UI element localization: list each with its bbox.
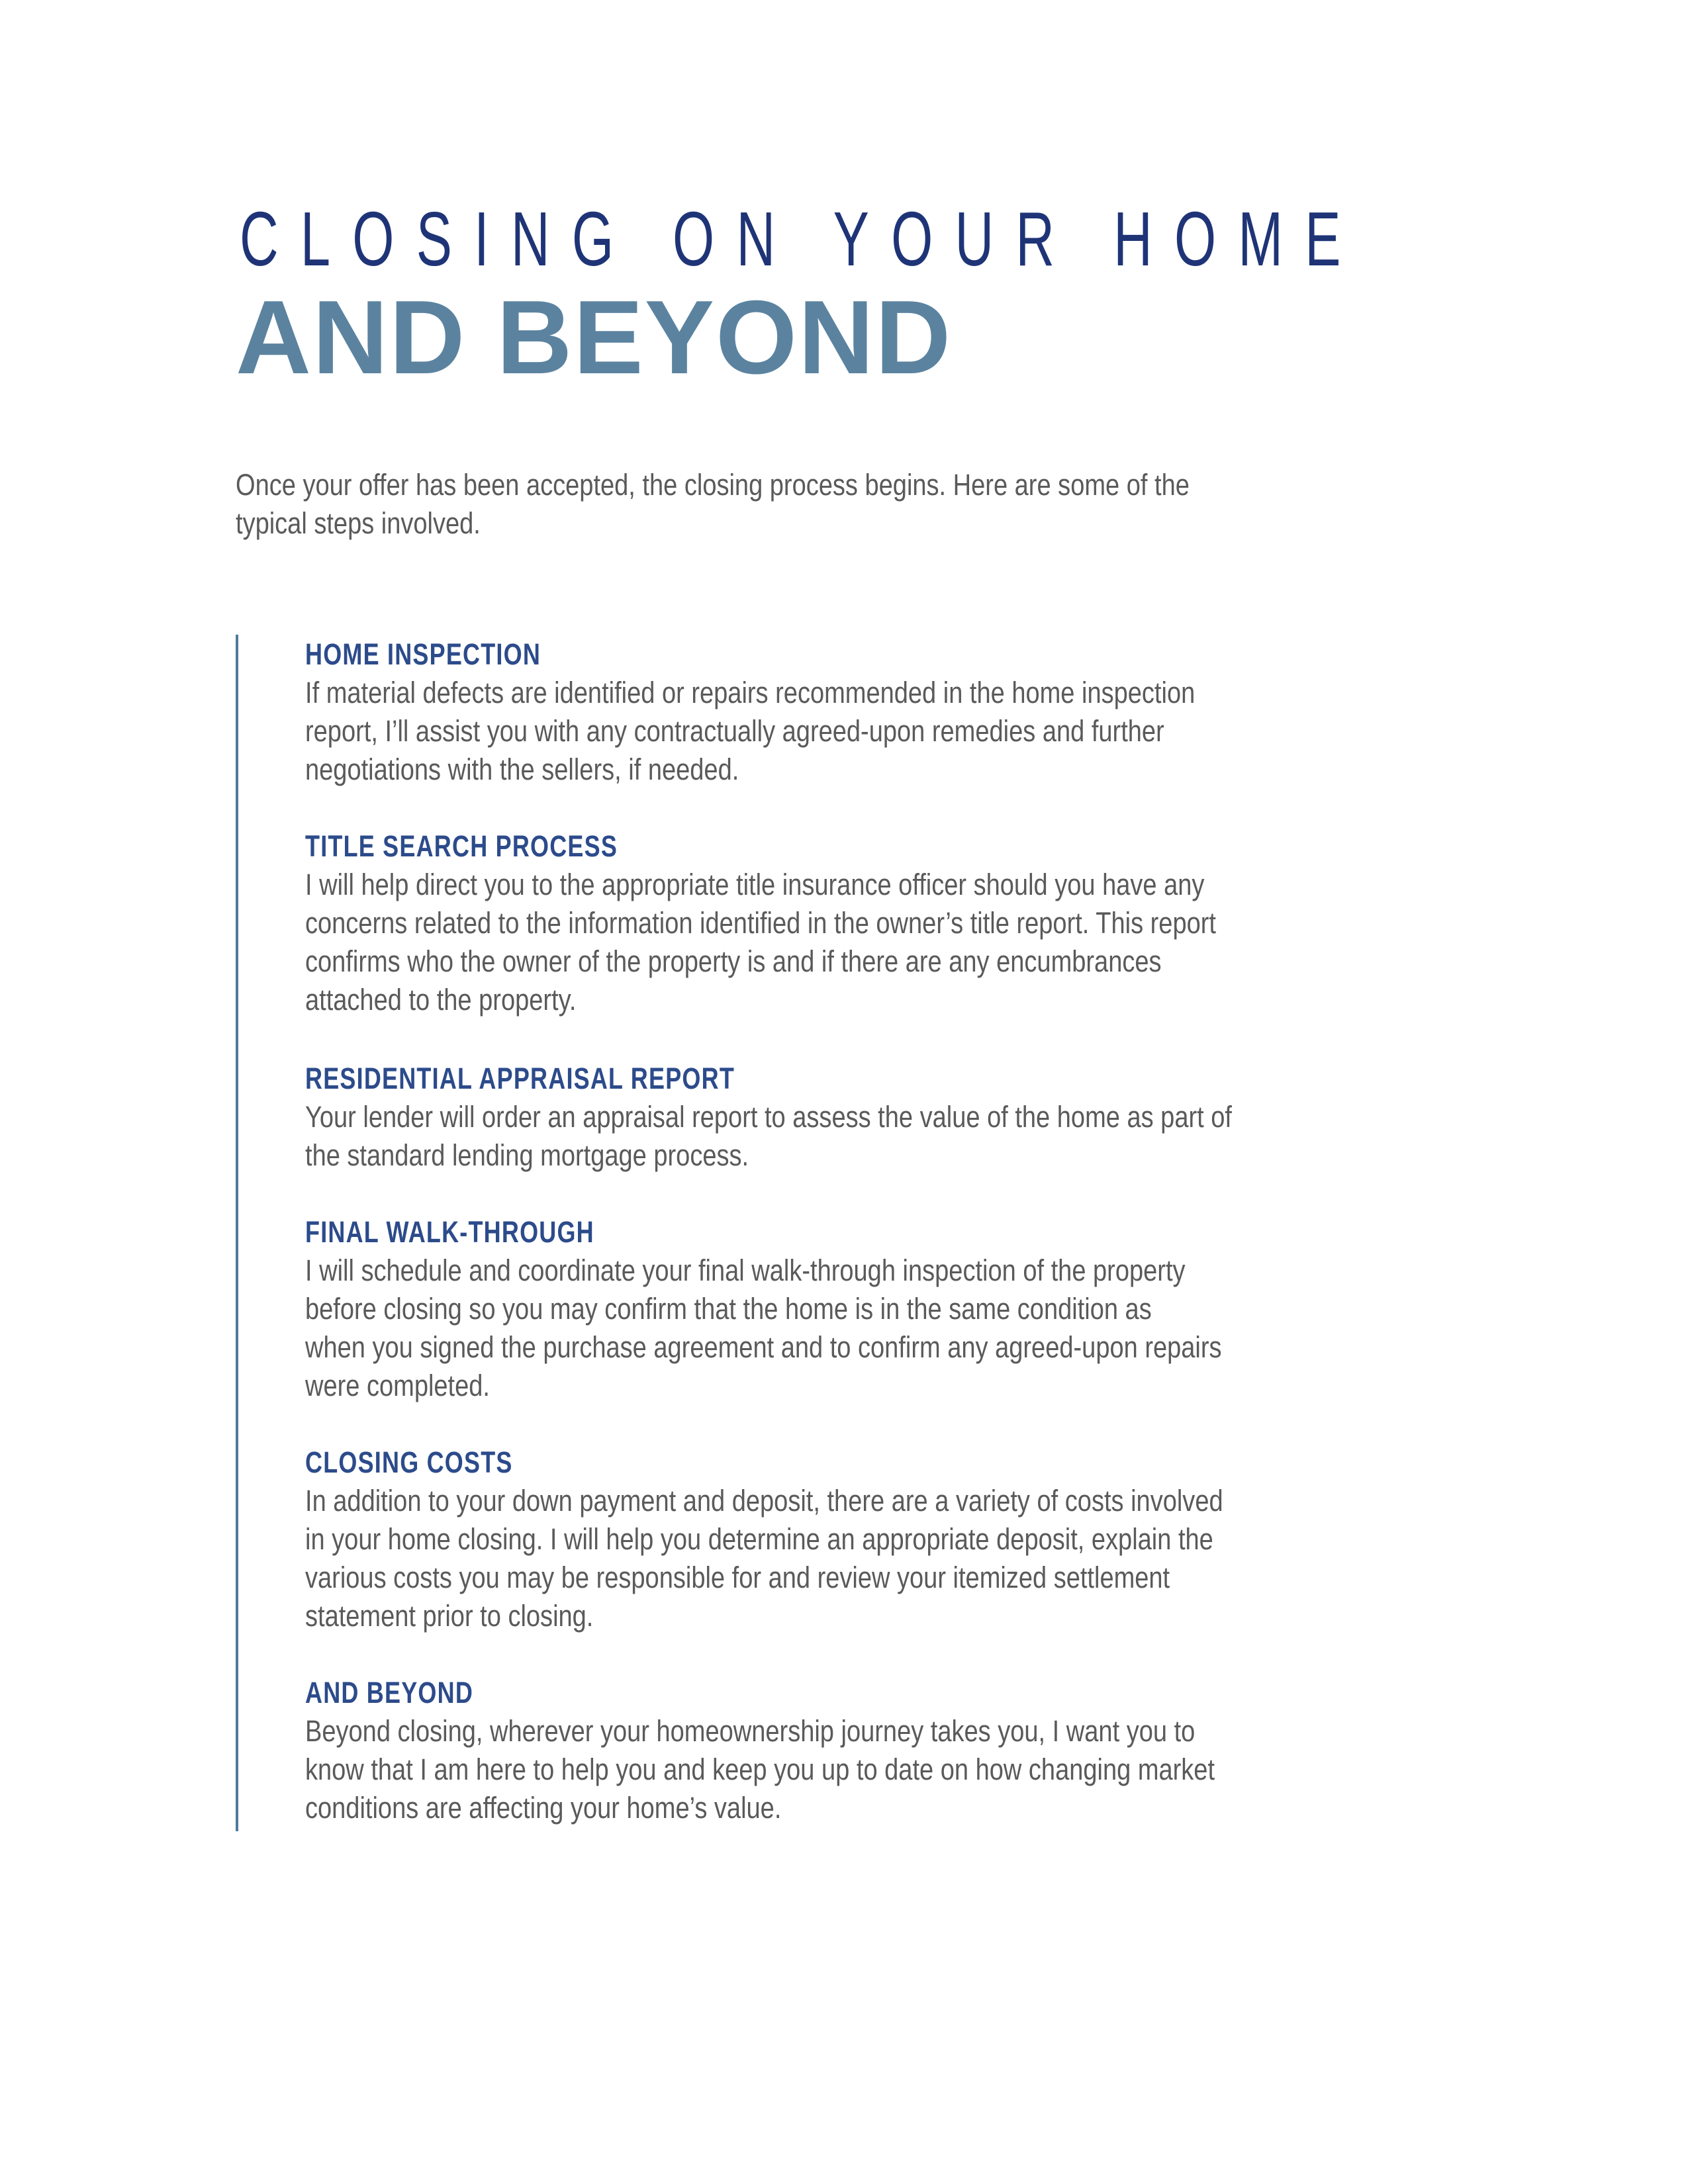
section-line: If material defects are identified or repairs recommended in the home inspection (305, 676, 1196, 709)
section-line: attached to the property. (305, 983, 577, 1017)
section-line: were completed. (305, 1369, 490, 1402)
section-line: the standard lending mortgage process. (305, 1138, 749, 1172)
section-line: when you signed the purchase agreement and to confirm any agreed-upon repairs (305, 1330, 1222, 1364)
section-line: know that I am here to help you and keep you up to date on how changing market (305, 1752, 1215, 1786)
section-heading: TITLE SEARCH PROCESS (305, 829, 618, 863)
section-line: concerns related to the information identified in the owner’s title report. This report (305, 906, 1216, 940)
section-line: I will schedule and coordinate your final walk-through inspection of the property (305, 1253, 1186, 1287)
section-heading: FINAL WALK-THROUGH (305, 1215, 594, 1249)
section-line: report, I’ll assist you with any contractually agreed-upon remedies and further (305, 714, 1164, 748)
section-heading: HOME INSPECTION (305, 637, 541, 671)
section-line: Your lender will order an appraisal report to assess the value of the home as part of (305, 1100, 1232, 1134)
intro-line: Once your offer has been accepted, the closing process begins. Here are some of the (236, 468, 1190, 502)
section-line: confirms who the owner of the property is and if there are any encumbrances (305, 944, 1162, 978)
section-line: statement prior to closing. (305, 1599, 594, 1633)
intro-line: typical steps involved. (236, 506, 481, 540)
section-line: before closing so you may confirm that the home is in the same condition as (305, 1292, 1152, 1326)
accent-bar (236, 635, 238, 1831)
section-line: in your home closing. I will help you determine an appropriate deposit, explain the (305, 1522, 1213, 1556)
section-line: I will help direct you to the appropriate title insurance officer should you have any (305, 868, 1205, 901)
section-line: Beyond closing, wherever your homeownership journey takes you, I want you to (305, 1714, 1196, 1748)
section-line: negotiations with the sellers, if needed. (305, 752, 739, 786)
section-line: conditions are affecting your home’s value. (305, 1791, 782, 1825)
page-title: CLOSING ON YOUR HOME (240, 196, 1363, 282)
page-subtitle: AND BEYOND (236, 279, 953, 396)
section-line: various costs you may be responsible for and review your itemized settlement (305, 1561, 1170, 1594)
section-heading: CLOSING COSTS (305, 1445, 513, 1479)
section-heading: AND BEYOND (305, 1676, 474, 1709)
section-line: In addition to your down payment and deposit, there are a variety of costs involved (305, 1484, 1223, 1518)
section-heading: RESIDENTIAL APPRAISAL REPORT (305, 1062, 735, 1095)
